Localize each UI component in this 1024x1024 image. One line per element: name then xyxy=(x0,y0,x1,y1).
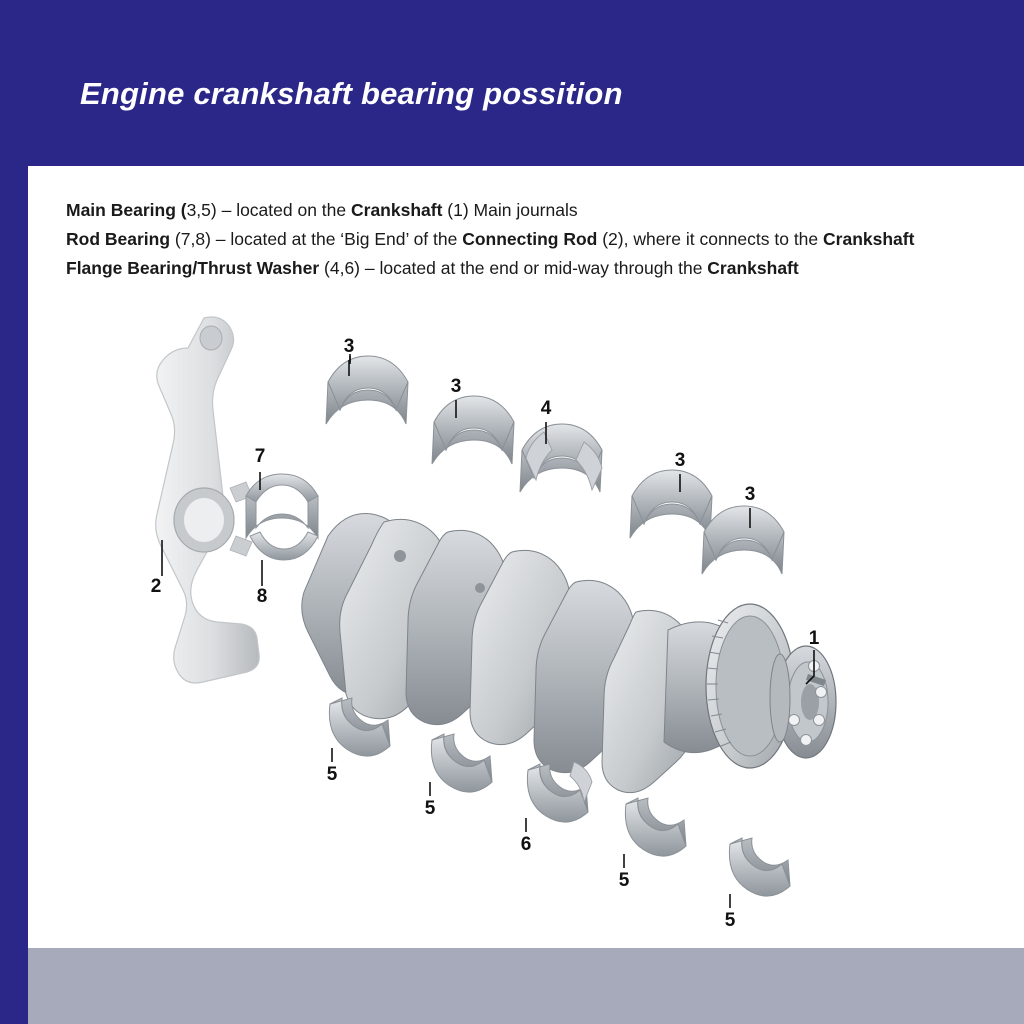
connecting-rod-part xyxy=(156,317,260,683)
main-bearing-shell-lower-3 xyxy=(625,798,686,856)
legend-emphasis: Flange Bearing/Thrust Washer xyxy=(66,258,320,278)
legend-text: 3,5) – located on the xyxy=(186,200,351,220)
legend-emphasis: Main Bearing ( xyxy=(66,200,187,220)
main-bearing-shell-upper-1 xyxy=(326,356,408,424)
callout-3a: 3 xyxy=(343,336,355,357)
thrust-washer-upper xyxy=(520,424,602,492)
legend-text: (4,6) – located at the end or mid-way through the xyxy=(319,258,708,278)
legend-emphasis: Connecting Rod xyxy=(462,229,598,249)
main-bearing-shell-upper-3 xyxy=(630,470,712,538)
callout-5a: 5 xyxy=(326,764,338,785)
page-header xyxy=(0,0,1024,166)
callout-3d: 3 xyxy=(744,484,756,505)
callout-1: 1 xyxy=(808,628,820,649)
callout-8: 8 xyxy=(256,586,268,607)
legend-emphasis: Crankshaft xyxy=(351,200,443,220)
legend-text: (7,8) – located at the ‘Big End’ of the xyxy=(170,229,463,249)
main-bearing-shell-lower-4 xyxy=(729,838,790,896)
callout-7: 7 xyxy=(254,446,266,467)
legend-line-main-bearing xyxy=(66,196,996,225)
legend-text-block xyxy=(66,196,996,283)
page-title: Engine crankshaft bearing possition xyxy=(80,76,623,111)
callout-3c: 3 xyxy=(674,450,686,471)
rod-bearing-shell-lower xyxy=(250,532,318,560)
legend-emphasis: Crankshaft xyxy=(823,229,915,249)
legend-line-flange-bearing xyxy=(66,254,996,283)
footer-left-accent xyxy=(0,948,28,1024)
legend-emphasis: Crankshaft xyxy=(707,258,799,278)
callout-2: 2 xyxy=(150,576,162,597)
footer-band xyxy=(0,948,1024,1024)
rod-bearing-shell-upper xyxy=(246,474,318,538)
main-bearing-shell-lower-2 xyxy=(431,734,492,792)
callout-5d: 5 xyxy=(724,910,736,931)
main-bearing-shell-upper-2 xyxy=(432,396,514,464)
callout-3b: 3 xyxy=(450,376,462,397)
legend-text: (1) Main journals xyxy=(442,200,578,220)
callout-4: 4 xyxy=(540,398,552,419)
legend-emphasis: Rod Bearing xyxy=(66,229,171,249)
legend-line-rod-bearing xyxy=(66,225,996,254)
callout-5b: 5 xyxy=(424,798,436,819)
exploded-crankshaft-diagram xyxy=(28,300,1024,940)
main-bearing-shell-upper-4 xyxy=(702,506,784,574)
legend-text: (2), where it connects to the xyxy=(597,229,824,249)
callout-5c: 5 xyxy=(618,870,630,891)
callout-6: 6 xyxy=(520,834,532,855)
